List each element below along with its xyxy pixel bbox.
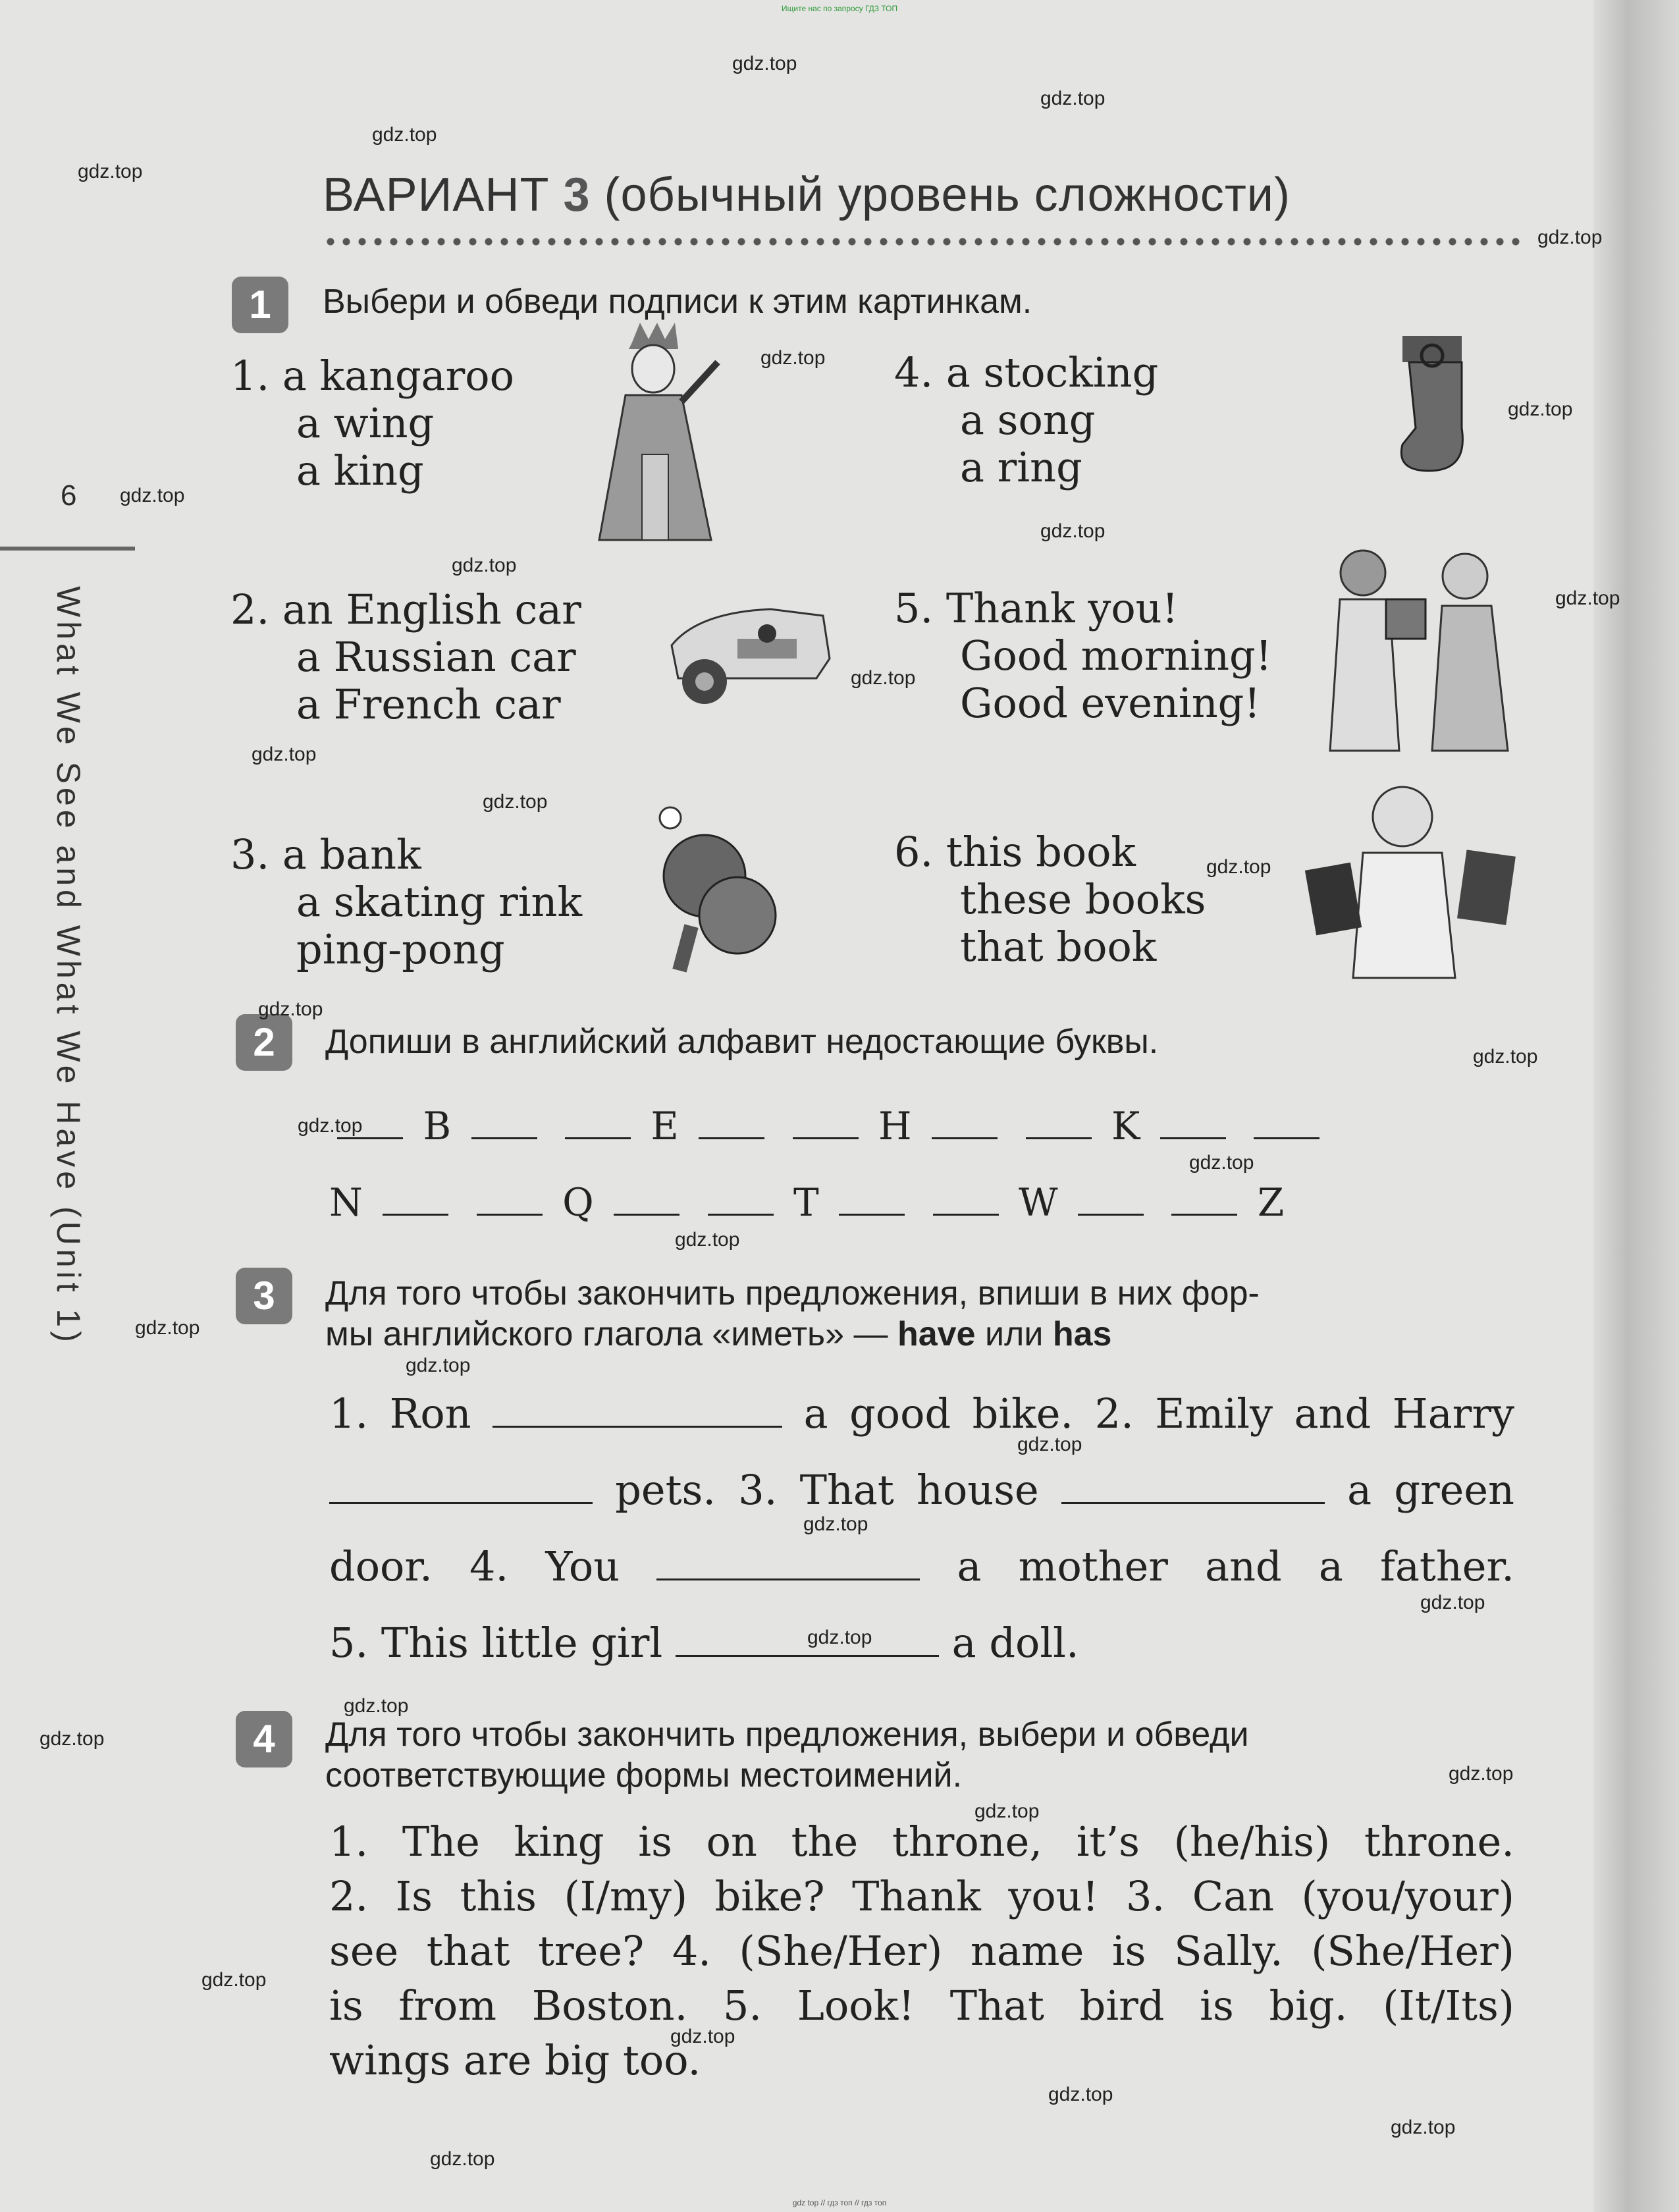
answer-blank[interactable] bbox=[1061, 1502, 1325, 1504]
variant-heading bbox=[323, 168, 1291, 222]
watermark: gdz.top bbox=[1420, 1592, 1485, 1613]
blank-letter[interactable] bbox=[708, 1210, 774, 1216]
sentence-text: pets. 3. That house bbox=[615, 1466, 1039, 1514]
blank-letter[interactable] bbox=[1160, 1133, 1226, 1139]
watermark: gdz.top bbox=[1555, 587, 1620, 609]
watermark: gdz.top bbox=[851, 667, 916, 689]
option-line[interactable]: a Russian car bbox=[296, 633, 576, 681]
watermark: gdz.top bbox=[1040, 520, 1106, 542]
option-line[interactable]: a skating rink bbox=[296, 878, 583, 926]
watermark: gdz.top bbox=[760, 347, 826, 369]
answer-blank[interactable] bbox=[493, 1426, 782, 1428]
blank-letter[interactable] bbox=[1254, 1133, 1319, 1139]
watermark: gdz.top bbox=[120, 485, 185, 506]
dotted-divider bbox=[323, 237, 1528, 246]
bottom-note: gdz top // гдз топ // гдз топ bbox=[792, 2198, 887, 2207]
ping-pong-illustration bbox=[652, 803, 784, 981]
given-letter: Q bbox=[562, 1180, 594, 1225]
watermark: gdz.top bbox=[803, 1513, 868, 1535]
page-edge-shadow bbox=[1593, 0, 1679, 2212]
sentence-text: 1. Ron bbox=[329, 1389, 471, 1438]
task-2-badge: 2 bbox=[236, 1014, 292, 1071]
task-3-sentence-line-1 bbox=[329, 1389, 1514, 1438]
car-illustration bbox=[658, 599, 836, 711]
watermark: gdz.top bbox=[807, 1627, 872, 1648]
side-divider bbox=[0, 547, 135, 551]
task-3-sentence-line-4 bbox=[329, 1619, 1079, 1667]
task-1-item-1 bbox=[230, 352, 514, 495]
option-line[interactable]: a wing bbox=[296, 399, 435, 447]
blank-letter[interactable] bbox=[1078, 1210, 1144, 1216]
task-4-line-2: 2. Is this (I/my) bike? Thank you! 3. Can (you/your) bbox=[329, 1872, 1514, 1920]
keyword-has: has bbox=[1052, 1315, 1112, 1353]
keyword-have: have bbox=[897, 1315, 976, 1353]
given-letter: W bbox=[1018, 1180, 1058, 1225]
heading-number: 3 bbox=[563, 169, 591, 221]
watermark: gdz.top bbox=[675, 1229, 740, 1251]
sentence-text: a green bbox=[1347, 1466, 1514, 1514]
watermark: gdz.top bbox=[1048, 2084, 1113, 2105]
watermark: gdz.top bbox=[974, 1800, 1040, 1822]
task-4-instruction-line-1: Для того чтобы закончить предложения, выбери и обведи bbox=[325, 1715, 1249, 1754]
option-line[interactable]: 1. a kangaroo bbox=[230, 352, 514, 400]
task-1-item-4 bbox=[894, 349, 1158, 491]
sentence-text: a doll. bbox=[951, 1619, 1079, 1667]
stocking-illustration bbox=[1389, 329, 1481, 481]
instruction-text: или bbox=[984, 1315, 1044, 1353]
watermark: gdz.top bbox=[40, 1728, 105, 1750]
task-3-sentence-line-2 bbox=[329, 1466, 1514, 1514]
blank-letter[interactable] bbox=[932, 1133, 998, 1139]
option-line[interactable]: ping-pong bbox=[296, 925, 505, 973]
watermark: gdz.top bbox=[1189, 1152, 1254, 1173]
page-number: 6 bbox=[61, 479, 77, 512]
blank-letter[interactable] bbox=[565, 1133, 631, 1139]
sentence-text: a good bike. 2. Emily and Harry bbox=[803, 1389, 1514, 1438]
option-line[interactable]: 5. Thank you! bbox=[894, 584, 1179, 632]
watermark: gdz.top bbox=[670, 2026, 735, 2047]
watermark: gdz.top bbox=[1391, 2117, 1456, 2138]
watermark: gdz.top bbox=[483, 791, 548, 813]
option-line[interactable]: 4. a stocking bbox=[894, 348, 1159, 396]
blank-letter[interactable] bbox=[614, 1210, 680, 1216]
task-4-line-5: wings are big too. bbox=[329, 2036, 701, 2084]
watermark: gdz.top bbox=[78, 161, 143, 182]
option-line[interactable]: a king bbox=[296, 446, 424, 495]
watermark: gdz.top bbox=[258, 998, 323, 1020]
task-1-instruction: Выбери и обведи подписи к этим картинкам. bbox=[323, 283, 1032, 321]
heading-suffix: (обычный уровень сложности) bbox=[604, 169, 1291, 221]
blank-letter[interactable] bbox=[471, 1133, 537, 1139]
watermark: gdz.top bbox=[201, 1969, 267, 1991]
option-line[interactable]: 6. this book bbox=[894, 828, 1136, 876]
answer-blank[interactable] bbox=[676, 1655, 939, 1657]
blank-letter[interactable] bbox=[383, 1210, 448, 1216]
option-line[interactable]: a French car bbox=[296, 680, 561, 728]
blank-letter[interactable] bbox=[699, 1133, 764, 1139]
blank-letter[interactable] bbox=[793, 1133, 859, 1139]
watermark: gdz.top bbox=[1537, 227, 1603, 248]
given-letter: T bbox=[793, 1180, 819, 1225]
sentence-text: door. 4. You bbox=[329, 1542, 620, 1590]
watermark: gdz.top bbox=[1206, 856, 1271, 878]
task-3-instruction-line-1: Для того чтобы закончить предложения, впиши в них фор- bbox=[325, 1274, 1260, 1312]
sentence-text: a mother and a father. bbox=[957, 1542, 1514, 1590]
watermark: gdz.top bbox=[1473, 1046, 1538, 1067]
task-3-instruction-line-2 bbox=[325, 1314, 1111, 1354]
watermark: gdz.top bbox=[1449, 1763, 1514, 1785]
alphabet-row-1 bbox=[329, 1104, 1327, 1148]
blank-letter[interactable] bbox=[1171, 1210, 1237, 1216]
watermark: gdz.top bbox=[298, 1115, 363, 1137]
given-letter: Z bbox=[1257, 1180, 1285, 1225]
task-1-item-2 bbox=[230, 586, 581, 728]
task-4-instruction-line-2: соответствующие формы местоимений. bbox=[325, 1756, 963, 1794]
gift-exchange-illustration bbox=[1323, 547, 1521, 757]
option-line[interactable]: a song bbox=[960, 396, 1096, 444]
task-1-badge: 1 bbox=[232, 277, 288, 333]
blank-letter[interactable] bbox=[1026, 1133, 1092, 1139]
blank-letter[interactable] bbox=[933, 1210, 999, 1216]
blank-letter[interactable] bbox=[839, 1210, 905, 1216]
task-3-badge: 3 bbox=[236, 1268, 292, 1324]
watermark: gdz.top bbox=[1017, 1434, 1082, 1455]
watermark: gdz.top bbox=[1508, 398, 1573, 420]
heading-prefix: ВАРИАНТ bbox=[323, 169, 550, 221]
option-line[interactable]: these books bbox=[960, 875, 1206, 923]
option-line[interactable]: 3. a bank bbox=[230, 830, 421, 878]
task-2-instruction: Допиши в английский алфавит недостающие буквы. bbox=[325, 1023, 1159, 1061]
given-letter: E bbox=[651, 1104, 679, 1148]
watermark: gdz.top bbox=[430, 2148, 495, 2170]
option-line[interactable]: 2. an English car bbox=[230, 585, 581, 634]
watermark: gdz.top bbox=[135, 1317, 200, 1339]
watermark: gdz.top bbox=[1040, 88, 1106, 109]
task-4-line-4: is from Boston. 5. Look! That bird is big. (It/Its) bbox=[329, 1982, 1514, 2030]
task-4-line-1: 1. The king is on the throne, it’s (he/his) throne. bbox=[329, 1818, 1514, 1866]
watermark: gdz.top bbox=[344, 1695, 409, 1717]
watermark: gdz.top bbox=[406, 1355, 471, 1376]
answer-blank[interactable] bbox=[329, 1502, 593, 1504]
books-illustration bbox=[1304, 780, 1521, 985]
task-4-badge: 4 bbox=[236, 1711, 292, 1767]
task-1-item-3 bbox=[230, 831, 582, 973]
given-letter: K bbox=[1111, 1104, 1140, 1148]
option-line[interactable]: Good morning! bbox=[960, 632, 1272, 680]
alphabet-row-2 bbox=[329, 1180, 1284, 1225]
watermark: gdz.top bbox=[452, 554, 517, 576]
side-unit-title: What We See and What We Have (Unit 1) bbox=[50, 586, 87, 1346]
task-1-item-6 bbox=[894, 828, 1206, 971]
watermark: gdz.top bbox=[732, 53, 797, 74]
task-1-item-5 bbox=[894, 585, 1272, 727]
answer-blank[interactable] bbox=[656, 1578, 920, 1580]
option-line[interactable]: a ring bbox=[960, 443, 1082, 491]
blank-letter[interactable] bbox=[477, 1210, 543, 1216]
task-3-sentence-line-3 bbox=[329, 1542, 1514, 1590]
king-illustration bbox=[579, 323, 731, 547]
sentence-text: 5. This little girl bbox=[329, 1619, 663, 1667]
watermark: gdz.top bbox=[252, 743, 317, 765]
option-line[interactable]: that book bbox=[960, 923, 1157, 971]
watermark: gdz.top bbox=[372, 124, 437, 146]
given-letter: H bbox=[878, 1104, 912, 1148]
task-4-line-3: see that tree? 4. (She/Her) name is Sally. (She/Her) bbox=[329, 1927, 1514, 1975]
given-letter: N bbox=[329, 1180, 363, 1225]
instruction-text: мы английского глагола «иметь» — bbox=[325, 1315, 888, 1353]
option-line[interactable]: Good evening! bbox=[960, 679, 1261, 727]
top-note: Ищите нас по запросу ГДЗ ТОП bbox=[781, 4, 898, 13]
given-letter: B bbox=[423, 1104, 452, 1148]
